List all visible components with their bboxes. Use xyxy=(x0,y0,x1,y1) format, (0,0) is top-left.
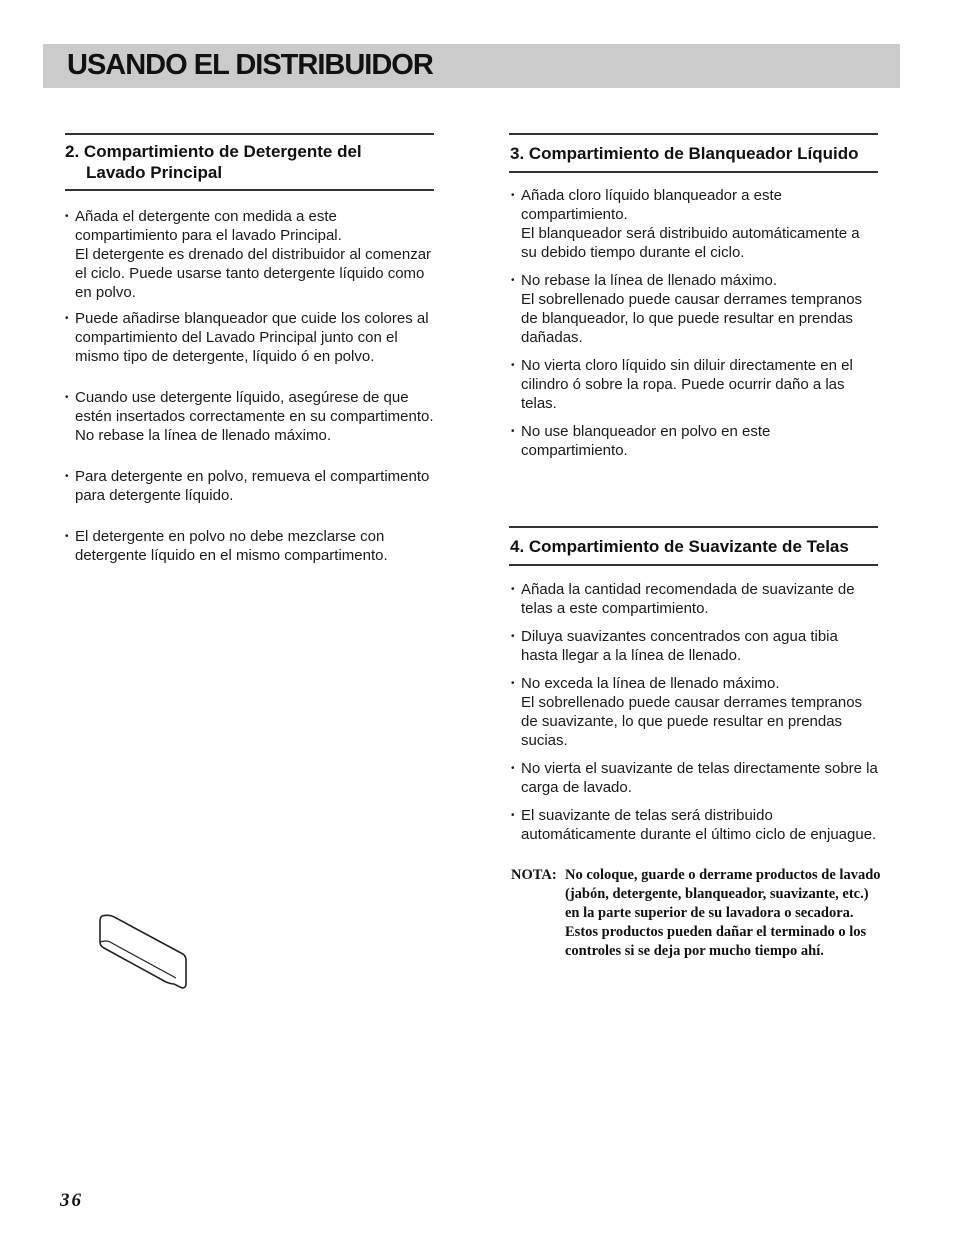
list-item xyxy=(65,467,434,505)
list-item-text: Para detergente en polvo, remueva el compartimento para detergente líquido. xyxy=(75,468,430,504)
list-item xyxy=(511,759,878,797)
list-item xyxy=(511,674,878,750)
list-item xyxy=(65,388,434,445)
list-item xyxy=(511,356,878,413)
list-item xyxy=(511,271,878,347)
list-item xyxy=(65,527,434,565)
note-block xyxy=(511,866,881,961)
list-item-text: Añada la cantidad recomendada de suavizante de telas a este compartimiento. xyxy=(521,581,855,617)
title-bar xyxy=(43,44,900,88)
section-heading-text: 4. Compartimiento de Suavizante de Telas xyxy=(510,537,849,556)
list-item xyxy=(65,207,434,302)
section-liquid-bleach xyxy=(509,133,878,460)
list-item-text: El sobrellenado puede causar derrames tempranos de blanqueador, lo que puede resultar en prendas dañadas. xyxy=(521,291,863,346)
note-label: NOTA: xyxy=(511,867,557,883)
list-item-text: El detergente en polvo no debe mezclarse con detergente líquido en el mismo compartimento. xyxy=(75,528,388,564)
list-item-text: El suavizante de telas será distribuido automáticamente durante el último ciclo de enjuague. xyxy=(521,807,877,843)
page-title: USANDO EL DISTRIBUIDOR xyxy=(67,49,433,81)
section-heading xyxy=(509,526,878,566)
bullet-list xyxy=(509,186,878,460)
list-item-text: El detergente es drenado del distribuidor al comenzar el ciclo. Puede usarse tanto detergente líquido como en polvo. xyxy=(75,246,432,301)
dispenser-insert-illustration xyxy=(96,910,192,992)
note-text: No coloque, guarde o derrame productos de lavado (jabón, detergente, blanqueador, suavizante, etc.) en la parte superior de su lavadora o secadora. Estos productos pueden dañar el terminado o los controles si se deja por mucho tiempo ahí. xyxy=(565,867,881,959)
list-item xyxy=(511,422,878,460)
list-item-text: No use blanqueador en polvo en este compartimiento. xyxy=(521,423,771,459)
list-item-text: Añada el detergente con medida a este compartimiento para el lavado Principal. xyxy=(75,208,342,244)
section-main-wash-detergent xyxy=(65,133,434,565)
list-item xyxy=(65,309,434,366)
list-item-text: Diluya suavizantes concentrados con agua tibia hasta llegar a la línea de llenado. xyxy=(521,628,838,664)
section-heading-number: 2. xyxy=(65,142,80,161)
list-item-text: Puede añadirse blanqueador que cuide los colores al compartimiento del Lavado Principal junto con el mismo tipo de detergente, líquido ó en polvo. xyxy=(75,310,429,365)
list-item-text: El blanqueador será distribuido automáticamente a su debido tiempo durante el ciclo. xyxy=(521,225,860,261)
list-item xyxy=(511,186,878,262)
list-item-text: Añada cloro líquido blanqueador a este compartimiento. xyxy=(521,187,783,223)
list-item-text: No exceda la línea de llenado máximo. xyxy=(521,675,780,692)
list-item-text: No rebase la línea de llenado máximo. xyxy=(521,272,777,289)
list-item xyxy=(511,627,878,665)
list-item-text: Cuando use detergente líquido, asegúrese de que estén insertados correctamente en su compartimento. No rebase la línea de llenado máximo. xyxy=(75,389,434,444)
list-item-text: El sobrellenado puede causar derrames tempranos de suavizante, lo que puede resultar en prendas sucias. xyxy=(521,694,863,749)
list-item xyxy=(511,580,878,618)
section-heading-text: 3. Compartimiento de Blanqueador Líquido xyxy=(510,144,859,163)
list-item-text: No vierta cloro líquido sin diluir directamente en el cilindro ó sobre la ropa. Puede ocurrir daño a las telas. xyxy=(521,357,853,412)
bullet-list xyxy=(65,207,434,565)
section-heading-line2: Lavado Principal xyxy=(86,163,223,182)
page-number: 36 xyxy=(60,1190,83,1211)
list-item-text: No vierta el suavizante de telas directamente sobre la carga de lavado. xyxy=(521,760,878,796)
bullet-list xyxy=(509,580,878,844)
section-heading-line1: Compartimiento de Detergente del xyxy=(83,142,362,161)
section-heading xyxy=(509,133,878,173)
section-heading xyxy=(65,133,434,191)
list-item xyxy=(511,806,878,844)
section-fabric-softener xyxy=(509,526,878,844)
